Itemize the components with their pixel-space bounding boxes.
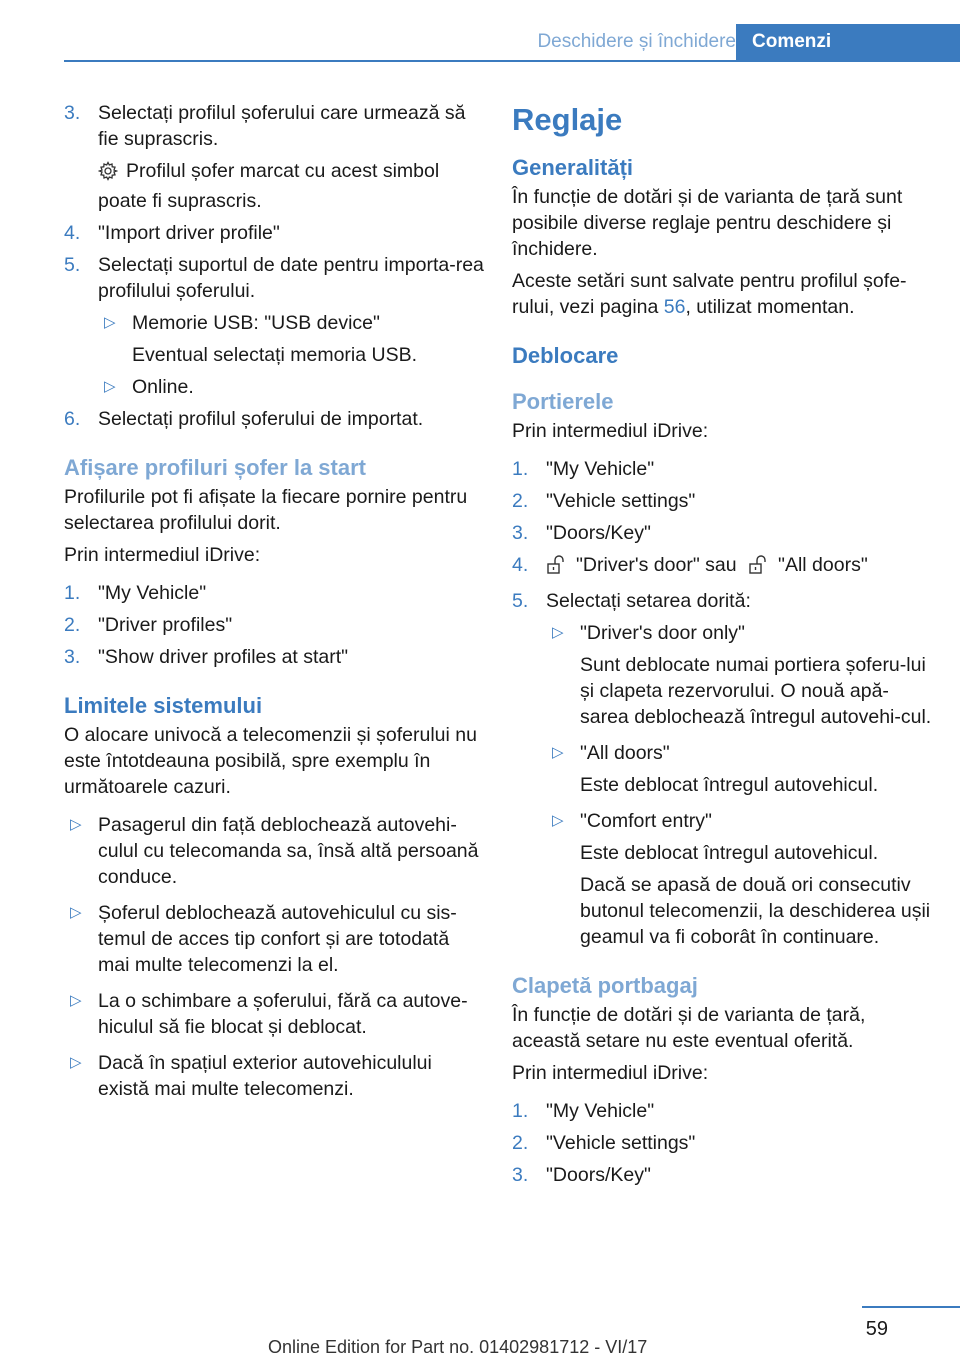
triangle-bullet-icon: ▷ <box>104 378 116 395</box>
gear-note: Profilul șofer marcat cu acest simbol poate fi suprascris. <box>98 160 440 212</box>
bullet-item: ▷ La o schimbare a șoferului, fără ca autove‐hiculul să fie blocat și deblocat. <box>70 990 468 1038</box>
paragraph: Prin intermediul iDrive: <box>64 544 261 566</box>
section-heading: Limitele sistemului <box>64 693 263 718</box>
list-item: 1. "My Vehicle" <box>512 458 655 480</box>
list-item: 4. "Driver's door" sau "All doors" <box>512 552 932 582</box>
bullet-item: ▷ Șoferul deblochează autovehiculul cu sis‐temul de acces tip confort și are totodată mai multe telecomenzi la el. <box>70 902 457 976</box>
unlock-icon <box>546 555 568 582</box>
list-item: 2. "Vehicle settings" <box>512 490 696 512</box>
triangle-bullet-icon: ▷ <box>104 314 116 331</box>
gear-icon <box>98 161 118 188</box>
footer-rule <box>862 1306 960 1308</box>
list-item: 6. Selectați profilul șoferului de importat. <box>64 408 424 430</box>
system-limits-list <box>64 812 484 1102</box>
bullet-item: ▷ "Driver's door only" Sunt deblocate numai portiera șoferu‐lui și clapeta rezervorului. O nouă apă‐sarea deblochează întregul autovehi‐cul. <box>552 622 932 728</box>
triangle-bullet-icon: ▷ <box>552 744 564 761</box>
right-column <box>512 100 932 1194</box>
left-column <box>64 100 484 1108</box>
list-item: 3. "Doors/Key" <box>512 522 651 544</box>
sub-list <box>98 310 484 400</box>
section-heading: Afișare profiluri șofer la start <box>64 455 366 480</box>
list-item: 1. "My Vehicle" <box>512 1100 655 1122</box>
triangle-bullet-icon: ▷ <box>70 1054 82 1071</box>
bullet-item: ▷ "All doors" Este deblocat întregul autovehicul. <box>552 742 879 796</box>
edition-footer: Online Edition for Part no. 01402981712 - VI/17 <box>268 1337 648 1357</box>
triangle-bullet-icon: ▷ <box>70 992 82 1009</box>
header-rule <box>64 60 736 62</box>
options-list <box>546 620 932 950</box>
page-header <box>64 24 960 62</box>
paragraph: Prin intermediul iDrive: <box>512 1062 709 1084</box>
list-item: 5. Selectați suportul de date pentru importa‐rea profilului șoferului. ▷ Memorie USB: "USB device" Eventual selectați memoria USB. ▷ Online. <box>64 254 484 398</box>
unlock-icon <box>748 555 770 582</box>
bullet-item: ▷ Memorie USB: "USB device" Eventual selectați memoria USB. <box>104 312 418 366</box>
page-number: 59 <box>865 1318 888 1340</box>
list-item: 2. "Vehicle settings" <box>512 1132 696 1154</box>
triangle-bullet-icon: ▷ <box>552 812 564 829</box>
bullet-item: ▷ Dacă în spațiul exterior autovehiculului există mai multe telecomenzi. <box>70 1052 432 1100</box>
list-item: 3. "Doors/Key" <box>512 1164 651 1186</box>
triangle-bullet-icon: ▷ <box>552 624 564 641</box>
triangle-bullet-icon: ▷ <box>70 816 82 833</box>
bullet-item: ▷ Pasagerul din față deblochează autovehi‐culul cu telecomanda sa, însă altă persoană conduce. <box>70 814 479 888</box>
profile-import-steps <box>64 100 484 432</box>
list-item: 5. Selectați setarea dorită: ▷ "Driver's door only" Sunt deblocate numai portiera șoferu‐lui și clapeta rezervorului. O nouă apă‐sarea deblochează întregul autovehi‐cul. ▷ "All doors" Este deblocat întregul autovehicul. ▷ "Comfort entry" Este deblocat întregul autovehicul. Dacă se apasă de două ori consecutiv butonul telecomenzii, la deschiderea ușii geamul va fi coborât în continuare. <box>512 590 932 948</box>
list-item: 2. "Driver profiles" <box>64 614 233 636</box>
trunk-steps <box>512 1098 932 1188</box>
bullet-item: ▷ Online. <box>104 376 194 398</box>
list-item: 1. "My Vehicle" <box>64 582 207 604</box>
list-item: 3. Selectați profilul șoferului care urmează să fie suprascris. <box>64 102 466 150</box>
chapter-title: Reglaje <box>512 102 623 137</box>
paragraph: În funcție de dotări și de varianta de țară, această setare nu este eventual oferită. <box>512 1004 866 1052</box>
section-heading: Deblocare <box>512 343 619 368</box>
page-reference-link[interactable]: 56 <box>663 296 686 318</box>
paragraph: În funcție de dotări și de varianta de țară sunt posibile diverse reglaje pentru deschidere și închidere. <box>512 186 903 260</box>
list-item: 3. "Show driver profiles at start" <box>64 646 349 668</box>
paragraph: O alocare univocă a telecomenzii și șoferului nu este întotdeauna posibilă, spre exemplu în următoarele cazuri. <box>64 724 477 798</box>
triangle-bullet-icon: ▷ <box>70 904 82 921</box>
section-heading: Generalități <box>512 155 634 180</box>
header-chapter-tab: Comenzi <box>736 24 960 62</box>
paragraph: Prin intermediul iDrive: <box>512 420 709 442</box>
driver-profiles-steps <box>64 580 484 670</box>
subsection-heading: Portierele <box>512 389 614 414</box>
subsection-heading: Clapetă portbagaj <box>512 973 698 998</box>
unlock-steps <box>512 456 932 950</box>
list-item: 4. "Import driver profile" <box>64 222 280 244</box>
header-section-title: Deschidere și închidere <box>537 31 736 52</box>
bullet-item: ▷ "Comfort entry" Este deblocat întregul autovehicul. Dacă se apasă de două ori consecutiv butonul telecomenzii, la deschiderea ușii geamul va fi coborât în continuare. <box>552 810 931 948</box>
paragraph: Profilurile pot fi afișate la fiecare pornire pentru selectarea profilului dorit. <box>64 486 468 534</box>
paragraph: Aceste setări sunt salvate pentru profilul șofe‐rului, vezi pagina 56, utilizat momentan. <box>512 270 907 318</box>
